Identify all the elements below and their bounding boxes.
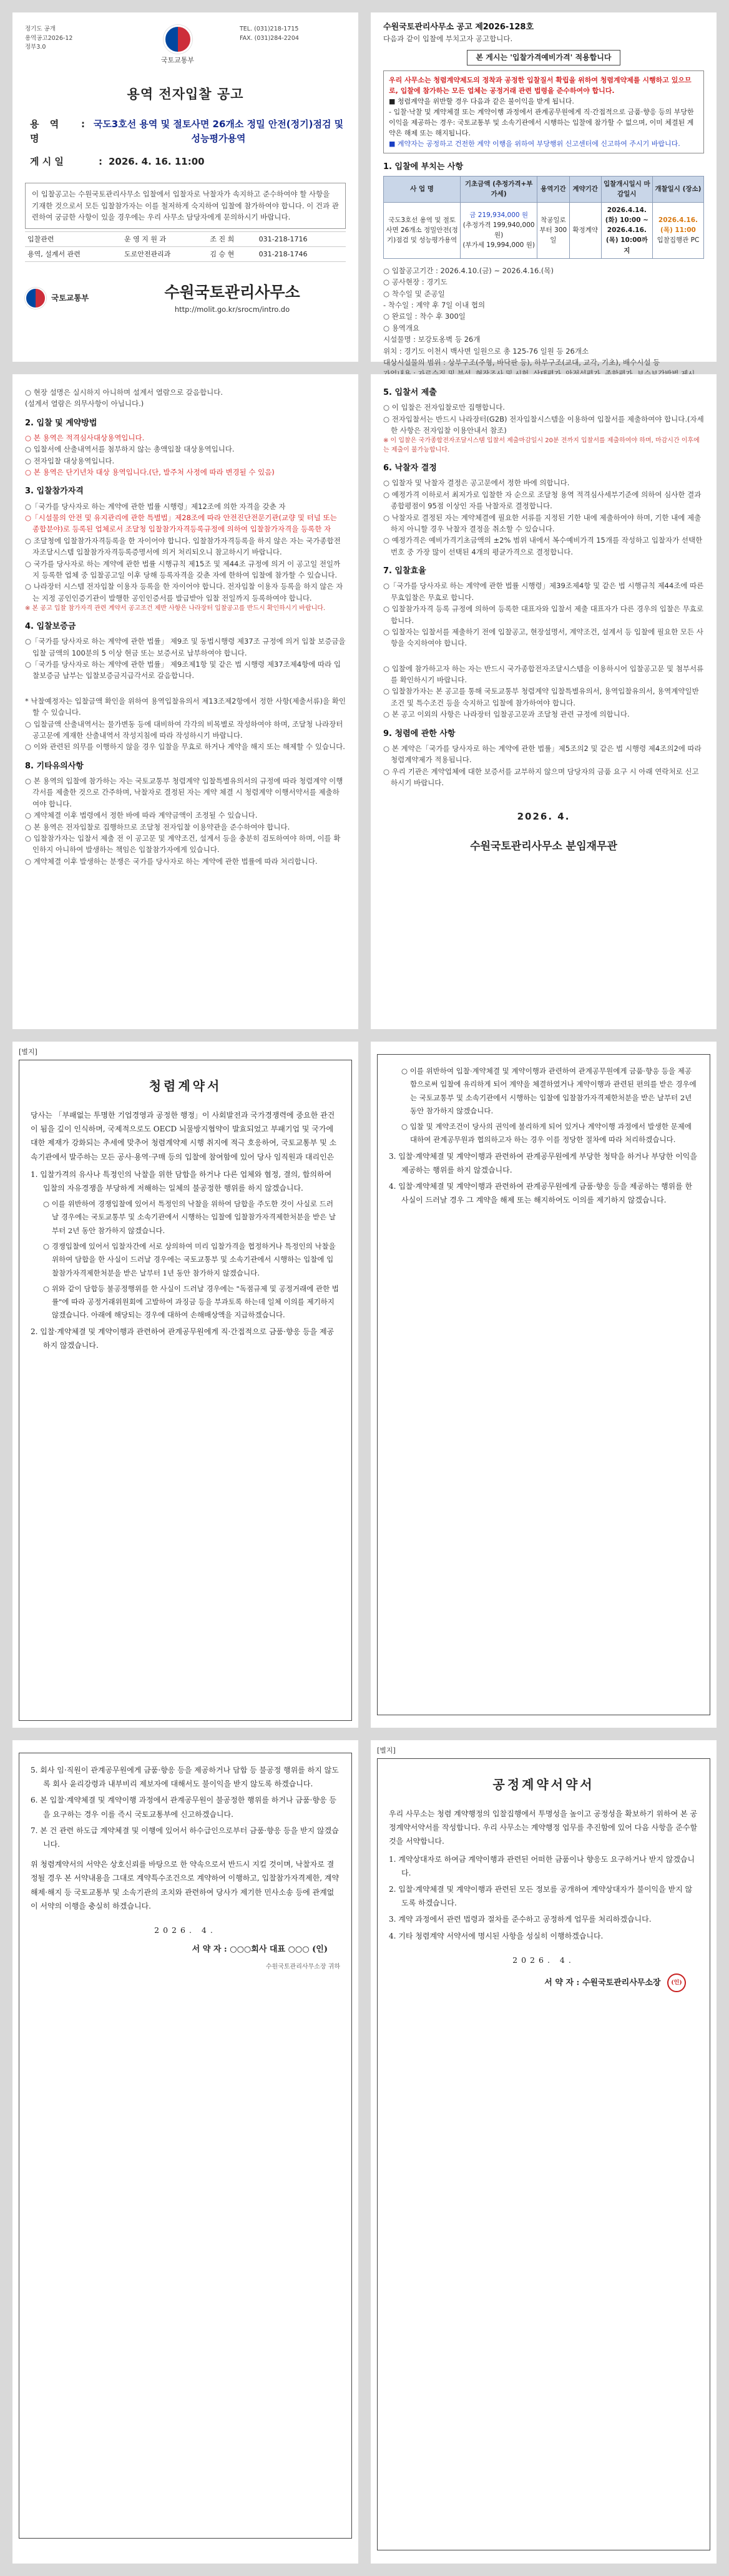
info-list [383,265,704,391]
contact-table [25,231,346,262]
list-item: ○ 이 입찰은 전자입찰로만 집행합니다. [383,403,505,412]
list-item: ○「국가를 당사자로 하는 계약에 관한 법률 시행령」제12조에 의한 자격을 갖춘 자 [25,501,286,511]
sign-name: 수원국토관리사무소장 [582,1978,661,1988]
list-item: ○ 국가를 당사자로 하는 계약에 관한 법률 시행규칙 제15조 및 제44조 규정에 의거 이 공고일 전일까지 등록한 업체 중 입찰공고일 이후 당해 등록자격을 갖춘 자에 한하여 입찰에 참가할 수 있습니다. [25,559,341,579]
list-item: ○ 본 용역은 전자입찰로 집행하므로 조달청 전자입찰 이용약관을 준수하여야 합니다. [25,822,290,831]
contact-dept: 운 영 지 원 과 [122,231,207,246]
list-item: ○ 착수일 및 준공일 [383,289,445,298]
form-item: 6. 본 입찰·계약체결 및 계약이행 과정에서 관계공무원이 불공정한 행위를 하거나 금품·향응 등을 요구하는 경우 이를 즉시 국토교통부에 신고하겠습니다. [31,1796,336,1819]
list-item: ○「국가를 당사자로 하는 계약에 관한 법률」 제9조 및 동법시행령 제37조 규정에 의거 입찰 보증금을 입찰 금액의 100분의 5 이상 현금 또는 보증서로 납부하여야 합니다. [25,637,346,657]
form-signature [389,1973,698,1992]
list-item: ○ 예정가격 이하로서 최저가로 입찰한 자 순으로 조달청 용역 적격심사세부기준에 의하여 심사한 결과 종합평점이 95점 이상인 자를 낙찰자로 결정합니다. [383,490,702,511]
list-item: ○ 입찰서에 산출내역서를 첨부하지 않는 총액입찰 대상용역입니다. [25,445,235,454]
tel: TEL. (031)218-1715 [240,26,299,32]
contact-dept: 도로안전관리과 [122,246,207,261]
cell-period: 착공일로부터 300일 [537,202,569,258]
form-item: 3. 계약 과정에서 관련 법령과 절차를 준수하고 공정하게 업무를 처리하겠습니다. [389,1915,652,1924]
contact-phone: 031-218-1746 [257,246,346,261]
amount-vat: (부가세 19,994,000 원) [462,241,535,249]
form-subitem: ○ 입찰 및 계약조건이 당사의 권익에 불리하게 되어 있거나 계약이행 과정에서 발생한 문제에 대하여 관계공무원과 협의하고자 하는 경우 이를 정당한 절차에 따라 처리하겠습니다. [401,1122,692,1145]
list-item: ○ 조달청에 입찰참가자격등록을 한 자이어야 합니다. 입찰참가자격등록을 하지 않은 자는 국가종합전자조달시스템 입찰참가자격등록증명서에 의거 처리되오니 참고하시기 바랍니다. [25,536,341,557]
bullet-1: ■ 청렴계약을 위반할 경우 다음과 같은 불이익을 받게 됩니다. [389,97,574,105]
opening-place: 입찰집행관 PC [657,236,700,245]
schedule-table [383,176,704,259]
government-emblem-icon [25,288,46,309]
form-frame [19,1060,352,1721]
form-item: 2. 입찰·계약체결 및 계약이행과 관련하여 관계공무원에게 직·간접적으로 금품·향응 등을 제공하지 않겠습니다. [31,1327,335,1350]
cell-bid-window [601,202,652,258]
form-tag: [별지] [377,1746,396,1755]
doc-number: 용역공고2026-12 [25,34,73,42]
form-footer: 수원국토관리사무소장 귀하 [265,1963,340,1971]
highlight-text: ○ 본 용역은 적격심사대상용역입니다. [25,433,145,442]
post-date-row: 게 시 일 : 2026. 4. 16. 11:00 [30,155,346,169]
post-date-value: 2026. 4. 16. 11:00 [109,156,205,168]
tag-gov30: 정부3.0 [25,44,46,51]
highlight-text: ○ 본 용역은 단기년차 대상 용역입니다.(단, 발주처 사정에 따라 변경될 수 있음) [25,468,275,477]
form-frame [377,1758,710,2550]
page-integrity-contract-cont [371,1042,717,1728]
date-label: 정기도 공개 [25,26,56,32]
intro-box: 이 입찰공고는 수원국토관리사무소 입찰에서 입찰자로 낙찰자가 속지하고 준수하여야 할 사항을 기재한 것으로서 모든 입찰참가자는 이를 철저하게 숙지하여 입찰에 참가하여야 합니다. 이 건과 관련하여 궁금한 사항이 있을 경우에는 우리 사무소 담당자에게 문의하시기 바랍니다. [25,183,346,228]
cell-opening [652,202,703,258]
office-name: 수원국토관리사무소 [164,283,300,301]
col-header: 계약기간 [569,177,601,203]
list-item: ○ 낙찰자로 결정된 자는 계약체결에 필요한 서류를 지정된 기한 내에 제출하여야 하며, 기한 내에 제출하지 아니할 경우 낙찰자 결정을 취소할 수 있습니다. [383,513,702,534]
col-header: 기초금액 (추정가격+부가세) [461,177,537,203]
list-item: ○ 나라장터 시스템 전자입찰 이용자 등록을 한 자이어야 합니다. 전자입찰 이용자 등록을 하지 않은 자는 지정 공인인증기관이 발행한 공인인증서를 발급받아 입찰 전일까지 등록하여야 합니다. [25,582,343,603]
col-header: 사 업 명 [384,177,461,203]
list-item: ○ 완료일 : 착수 후 300일 [383,312,466,321]
list-item: ○ 입찰참가자격 등록 규정에 의하여 등록한 대표자와 입찰서 제출 대표자가 다른 경우의 입찰은 무효로 합니다. [383,604,704,625]
list-item: 대상시설물의 범위 : 상부구조(주형, 바닥판 등), 하부구조(교대, 교각, 기초), 배수시설 등 [383,358,660,367]
bid-end: 2026.4.16.(목) 10:00까지 [605,226,648,254]
sign-label: 서 약 자 : [192,1945,227,1955]
form-title: 청렴계약서 [149,1078,222,1094]
col-header: 개찰일시 (장소) [652,177,703,203]
office-signature [25,281,346,316]
list-item [25,432,346,443]
highlight-text: ○「시설물의 안전 및 유지관리에 관한 특별법」제28조에 따라 안전진단전문기관(교량 및 터널 또는 종합분야)로 등록된 업체로서 조달청 입찰참가자격등록규정에 의하여 입찰참가자격을 등록한 자 [25,513,337,534]
form-intro: 우리 사무소는 청렴 계약행정의 입찰집행에서 투명성을 높이고 공정성을 확보하기 위하여 본 공정계약서약서를 작성합니다. 우리 사무소는 계약행정 업무를 추진함에 있어 다음 사항을 준수할 것을 서약합니다. [389,1809,698,1846]
cell-amount [461,202,537,258]
contact-person: 김 승 현 [207,246,256,261]
form-subitem: ○ 이를 위반하여 입찰·계약체결 및 계약이행과 관련하여 관계공무원에게 금품·향응 등을 제공함으로써 입찰에 유리하게 되어 계약을 체결하였거나 계약이행과 관련된 편의를 받은 경우에는 국토교통부 및 소속기관에서 시행하는 입찰에 입찰참가자격제한처분을 받은 날부터 2년 동안 참가하지 않겠습니다. [401,1067,697,1115]
page-notice [371,12,717,367]
amount-total: 금 219,934,000 원 [469,211,529,219]
form-frame [377,1054,710,1715]
notice-subtitle: 다음과 같이 입찰에 부치고자 공고합니다. [383,34,513,44]
government-emblem-icon [164,25,192,54]
page-title: 용역 전자입찰 공고 [127,87,244,102]
form-subitem: ○ 위와 같이 담합등 불공정행위를 한 사실이 드러날 경우에는 "독점규제 및 공정거래에 관한 법률"에 따라 공정거래위원회에 고발하여 과징금 등을 부과토록 하는데 일체 이의를 제기하지 않겠습니다. 아래에 해당되는 경우에 대하여 손해배상액을 지급하겠습니다. [43,1284,339,1320]
list-item: ○ 전자입찰서는 반드시 나라장터(G2B) 전자입찰시스템을 이용하여 입찰서를 제출하여야 합니다.(자세한 사항은 전자입찰 이용안내서 참조) [383,414,704,435]
list-item: ○ 본 계약은「국가를 당사자로 하는 계약에 관한 법률」제5조의2 및 같은 법 시행령 제4조의2에 따라 청렴계약제가 적용됩니다. [383,743,702,765]
form-frame [19,1753,352,2539]
form-item: 1. 입찰가격의 유사나 특정인의 낙찰을 위한 담합을 하거나 다른 업체와 협정, 결의, 합의하여 입찰의 자유경쟁을 부당하게 저해하는 일체의 불공정한 행위를 하지 않겠습니다. [31,1169,332,1193]
post-date-label: 게 시 일 [30,156,64,168]
section-heading: 2. 입찰 및 계약방법 [25,418,97,428]
form-subitem: ○ 경쟁입찰에 있어서 입찰자간에 서로 상의하여 미리 입찰가격을 협정하거나 특정인의 낙찰을 위하여 담합을 한 사실이 드러날 경우에는 국토교통부 및 소속기관에서 시행하는 입찰에 입찰참가자격제한처분을 받은 날부터 1년 동안 참가하지 않겠습니다. [43,1241,336,1277]
list-item: ○ 입찰금액 산출내역서는 물가변동 등에 대비하여 각각의 비목별로 작성하여야 하며, 조달청 나라장터 공고문에 게재한 산출내역서 작성지침에 따라 작성하시기 바랍니다. [25,719,343,740]
office-url[interactable]: http://molit.go.kr/srocm/intro.do [174,305,290,314]
official-seal-icon: (인) [667,1973,686,1992]
project-name-row: 용 역 명 : 국도3호선 용역 및 절토사면 26개소 정밀 안전(정기)점검 및 성능평가용역 [30,117,346,147]
form-title: 공정계약서약서 [492,1777,595,1793]
col-header: 용역기간 [537,177,569,203]
amount-estimate: (추정가격 199,940,000 원) [462,221,535,240]
cell-contract-period: 확정계약 [569,202,601,258]
form-date: 2026. 4. [512,1955,575,1965]
form-intro: 당사는 「부패없는 투명한 기업경영과 공정한 행정」이 사회발전과 국가경쟁력에 중요한 관건이 됨을 깊이 인식하며, 국제적으로도 OECD 뇌물방지협약이 발효되었고 부패기업 및 국가에 대한 제재가 강화되는 추세에 맞추어 청렴계약제 시행 취지에 적극 호응하여, 국토교통부 및 소속기관에서 발주하는 모든 공사·용역·구매 등의 입찰에 참여함에 있어 당사 임직원과 대리인은 [31,1111,337,1161]
bullet-2: ■ 계약자는 공정하고 건전한 계약 이행을 위하여 부당행위 신고센터에 신고하여 주시기 바랍니다. [389,139,680,148]
page-details-left [12,374,358,1029]
list-item: ○ 공사현장 : 경기도 [383,278,448,287]
contact-role: 용역, 설계서 관련 [25,246,122,261]
list-item: ○「국가를 당사자로 하는 계약에 관한 법률 시행령」제39조제4항 및 같은 법 시행규칙 제44조에 따른 무효입찰은 무효로 합니다. [383,581,704,602]
col-header: 입찰개시일시 마감일시 [601,177,652,203]
page-integrity-contract [12,1042,358,1728]
list-item [25,467,346,478]
list-item: ○ 전자입찰 대상용역입니다. [25,456,115,465]
cell-project-name: 국도3호선 용역 및 절토사면 26개소 정밀안전(정기)점검 및 성능평가용역 [384,202,461,258]
form-date: 2026. 4. [154,1925,217,1935]
contact-phone: 031-218-1716 [257,231,346,246]
form-item: 3. 입찰·계약체결 및 계약이행과 관련하여 관계공무원에게 부당한 청탁을 하거나 부당한 이익을 제공하는 행위를 하지 않겠습니다. [389,1151,697,1174]
table-row [25,246,346,261]
document-header [25,25,346,65]
list-item: ○ 입찰공고기간 : 2026.4.10.(금) ~ 2026.4.16.(목) [383,266,554,275]
section-heading: 7. 입찰효율 [383,566,426,576]
form-item: 7. 본 건 관련 하도급 계약체결 및 이행에 있어서 하수급인으로부터 금품·향응 등을 받지 않겠습니다. [31,1826,339,1849]
list-item: 위치 : 경기도 이천시 백사면 일원으로 총 125-76 일원 등 26개소 [383,346,589,356]
page-fair-contract [371,1740,717,2564]
integrity-notice-box [383,70,704,153]
list-item: ○ 계약체결 이후 법령에서 정한 바에 따라 계약금액이 조정될 수 있습니다. [25,811,258,820]
signoff [383,810,704,855]
notice-number: 수원국토관리사무소 공고 제2026-128호 [383,22,534,32]
list-item: (설계서 열람은 의무사항이 아닙니다.) [25,399,144,409]
list-item: ○ 본 공고 이외의 사항은 나라장터 입찰공고문과 조달청 관련 규정에 의합니다. [383,710,630,719]
project-name-value: 국도3호선 용역 및 절토사면 26개소 정밀 안전(정기)점검 및 성능평가용역 [93,118,344,144]
list-item: - 착수일 : 계약 후 7일 이내 협의 [383,301,486,310]
signoff-name: 수원국토관리사무소 분임재무관 [470,840,617,853]
page-details-right [371,374,717,1029]
page-integrity-contract-end [12,1740,358,2564]
list-item: ○ 용역개요 [383,323,420,332]
form-closing: 위 청렴계약서의 서약은 상호신뢰를 바탕으로 한 약속으로서 반드시 지킬 것이며, 낙찰자로 결정될 경우 본 서약내용을 그대로 계약특수조건으로 계약하여 이행하고, 입찰참가자격제한, 계약해제·해지 등 국토교통부 및 소속기관의 조치와 관련하여 당사가 제기한 민사소송 등에 관계없이 서약의 이행을 충실히 하겠습니다. [31,1860,340,1910]
form-tag: [별지] [19,1048,37,1056]
list-item: ○ 입찰참가자는 입찰서 제출 전 이 공고문 및 계약조건, 설계서 등을 충분히 검토하여야 하며, 이를 확인하지 아니하여 발생하는 책임은 입찰참가자에게 있습니다. [25,833,341,855]
form-item: 1. 계약상대자로 하여금 계약이행과 관련된 어떠한 금품이나 향응도 요구하거나 받지 않겠습니다. [389,1854,695,1877]
bid-start: 2026.4.14.(화) 10:00 ~ [605,206,648,224]
section-heading: 5. 입찰서 제출 [383,388,437,397]
banner: 본 게시는 '입찰가격예비가격' 적용합니다 [467,50,621,65]
list-item: ○ 우리 기관은 계약업체에 대한 보증서를 교부하지 않으며 담당자의 금품 요구 시 아래 연락처로 신고하시기 바랍니다. [383,767,699,787]
integrity-intro: 우리 사무소는 청렴계약제도의 정착과 공정한 입찰질서 확립을 위하여 청렴계약제를 시행하고 있으므로, 입찰에 참가하는 모든 업체는 공정거래 관련 법령을 준수하여야 합니다. [389,75,692,95]
gov-name: 국토교통부 [160,56,195,64]
section-heading: 9. 청렴에 관한 사항 [383,729,456,738]
form-item: 2. 입찰·계약체결 및 계약이행과 관련된 모든 정보를 공개하여 계약상대자가 불이익을 받지 않도록 하겠습니다. [389,1884,693,1908]
table-row [384,202,704,258]
schedule-heading: 1. 입찰에 부치는 사항 [383,162,464,172]
table-header-row [384,177,704,203]
page-announcement [12,12,358,362]
table-row [25,231,346,246]
list-item: ○ 입찰자 및 낙찰자 결정은 공고문에서 정한 바에 의합니다. [383,478,570,488]
form-item: 4. 입찰·계약체결 및 계약이행과 관련하여 관계공무원에게 금품·향응 등을 제공하는 행위를 한 사실이 드러날 경우 그 계약을 해제 또는 해지하여도 이의를 제기하지 않겠습니다. [389,1181,693,1205]
list-item: ○ 현장 설명은 실시하지 아니하며 설계서 열람으로 갈음합니다. [25,388,223,397]
list-item: ○ 입찰참가자는 본 공고를 통해 국토교통부 청렴계약 입찰특별유의서, 용역입찰유의서, 용역계약일반조건 및 특수조건 등을 숙지하고 입찰에 참가하여야 합니다. [383,687,699,707]
list-item: * 낙찰예정자는 입찰금액 확인을 위하여 용역입찰유의서 제13조제2항에서 정한 사항(제출서류)을 확인할 수 있습니다. [25,696,346,717]
form-item: 5. 회사 임·직원이 관계공무원에게 금품·향응 등을 제공하거나 담합 등 불공정 행위를 하지 않도록 회사 윤리강령과 내부비리 제보자에 대해서도 불이익을 받지 않도록 하겠습니다. [31,1766,339,1789]
section-heading: 6. 낙찰자 결정 [383,463,437,473]
form-subitem: ○ 이를 위반하여 경쟁입찰에 있어서 특정인의 낙찰을 위하여 담합을 주도한 것이 사실로 드러날 경우에는 국토교통부 및 소속기관에서 시행하는 입찰에 입찰참가자격제한처분을 받은 날부터 2년 동안 참가하지 않겠습니다. [43,1199,336,1235]
signoff-date: 2026. 4. [517,811,570,823]
footnote: ※ 본 공고 입찰 참가자격 관련 계약서 공고조건 제반 사항은 나라장터 입찰공고를 반드시 확인하시기 바랍니다. [25,605,326,613]
list-item [25,512,346,535]
form-signature [31,1944,340,1956]
list-item: ○ 예정가격은 예비가격기초금액의 ±2% 범위 내에서 복수예비가격 15개를 작성하고 입찰자가 선택한 번호 중 가장 많이 선택된 4개의 평균가격으로 결정합니다. [383,536,703,556]
form-item: 4. 기타 청렴계약 서약서에 명시된 사항을 성실히 이행하겠습니다. [389,1931,604,1940]
project-name-label: 용 역 명 [30,118,63,144]
seal-mark: (인) [312,1945,328,1955]
list-item: ○「국가를 당사자로 하는 계약에 관한 법률」 제9조제1항 및 같은 법 시행령 제37조제4항에 따라 입찰보증금 납부는 입찰보증금지급각서로 갈음합니다. [25,660,341,680]
list-item: 시설물명 : 보강토옹벽 등 26개 [383,335,481,344]
list-item: ○ 입찰자는 입찰서를 제출하기 전에 입찰공고, 현장설명서, 계약조건, 설계서 등 입찰에 필요한 모든 사항을 숙지하여야 합니다. [383,627,703,648]
section-heading: 8. 기타유의사항 [25,761,84,771]
footnote: ※ 이 입찰은 국가종합전자조달시스템 입찰서 제출마감일시 20분 전까지 입찰서를 제출하여야 하며, 마감시간 이후에는 제출이 불가능합니다. [383,437,700,454]
opening-time: 2026.4.16.(목) 11:00 [658,216,698,235]
fax: FAX. (031)284-2204 [240,34,299,42]
list-item: ○ 본 용역의 입찰에 참가하는 자는 국토교통부 청렴계약 입찰특별유의서의 규정에 따라 청렴계약 이행각서를 제출한 것으로 간주하며, 낙찰자로 결정된 자는 계약 체결 시 청렴계약 이행서약서를 제출하여야 합니다. [25,776,343,808]
section-heading: 3. 입찰참가자격 [25,487,84,496]
bullet-1-detail: - 입찰·낙찰 및 계약체결 또는 계약이행 과정에서 관계공무원에게 직·간접적으로 금품·향응 등의 부당한 이익을 제공하는 경우: 국토교통부 및 소속기관에서 시행하는 입찰에 참가할 수 없으며, 이미 체결된 계약은 해제 또는 해지됩니다. [389,107,694,137]
gov-name: 국토교통부 [51,293,89,303]
contact-person: 조 진 희 [207,231,256,246]
list-item: ○ 계약체결 이후 발생하는 분쟁은 국가를 당사자로 하는 계약에 관한 법률에 따라 처리합니다. [25,856,318,866]
sign-label: 서 약 자 : [544,1978,580,1988]
section-heading: 4. 입찰보증금 [25,622,76,632]
contact-role: 입찰관련 [25,231,122,246]
sign-name: ○○○회사 대표 ○○○ [230,1945,310,1955]
list-item: ○ 이와 관련된 의무를 이행하지 않을 경우 입찰을 무효로 하거나 계약을 해지 또는 해제할 수 있습니다. [25,742,345,752]
list-item: ○ 입찰에 참가하고자 하는 자는 반드시 국가종합전자조달시스템을 이용하시어 입찰공고문 및 첨부서류를 확인하시기 바랍니다. [383,664,704,685]
